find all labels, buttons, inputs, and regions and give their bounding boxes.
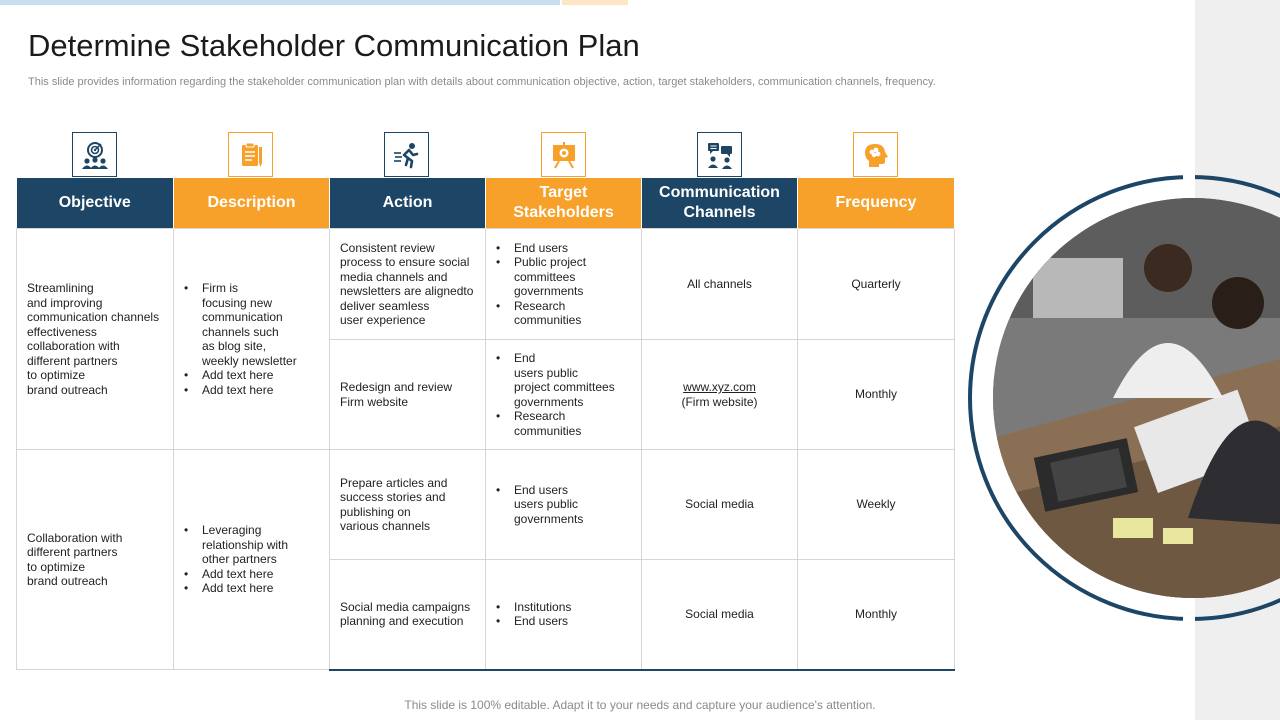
list-item: • Firm is focusing new communication channels such as blog site, weekly newsletter xyxy=(202,281,319,368)
head-brain-icon xyxy=(853,132,898,177)
header-objective: Objective xyxy=(17,178,174,229)
action-cell: Prepare articles and success stories and publishing on various channels xyxy=(330,450,486,560)
table-row xyxy=(17,450,955,560)
action-cell: Consistent review process to ensure social media channels and newsletters are alignedto deliver seamless user experience xyxy=(330,229,486,340)
footer-text: This slide is 100% editable. Adapt it to your needs and capture your audience's attention. xyxy=(404,698,876,712)
top-accent-bar-orange xyxy=(562,0,628,5)
action-cell: Redesign and review Firm website xyxy=(330,340,486,450)
action-cell: Social media campaigns planning and execution xyxy=(330,560,486,670)
chat-people-icon xyxy=(697,132,742,177)
list-item: • Public project committees governments xyxy=(514,255,631,299)
channel-cell: Social media xyxy=(642,450,798,560)
list-item: • End users public project committees governments xyxy=(514,351,631,409)
list-item: • Leveraging relationship with other partners xyxy=(202,523,319,567)
running-person-icon xyxy=(384,132,429,177)
slide-footer xyxy=(0,698,1280,712)
list-item: • Research communities xyxy=(514,299,631,328)
table-header-row xyxy=(17,178,955,229)
list-item: • Add text here xyxy=(202,581,319,596)
description-cell xyxy=(174,450,330,670)
frequency-cell: Monthly xyxy=(798,340,955,450)
channel-cell: All channels xyxy=(642,229,798,340)
stakeholders-cell xyxy=(486,340,642,450)
communication-plan-table xyxy=(16,178,955,671)
frequency-cell: Quarterly xyxy=(798,229,955,340)
list-item: • Research communities xyxy=(514,409,631,438)
website-link[interactable]: www.xyz.com xyxy=(683,380,756,394)
list-item: • End users users public governments xyxy=(514,483,631,527)
stakeholders-cell xyxy=(486,450,642,560)
slide-title: Determine Stakeholder Communication Plan xyxy=(28,28,640,63)
target-people-icon xyxy=(72,132,117,177)
header-action: Action xyxy=(330,178,486,229)
list-item: • End users xyxy=(514,614,631,629)
frequency-cell: Monthly xyxy=(798,560,955,670)
header-description: Description xyxy=(174,178,330,229)
channel-cell xyxy=(642,340,798,450)
list-item: • Add text here xyxy=(202,567,319,582)
objective-cell: Streamlining and improving communication channels effectiveness collaboration with different partners to optimize brand outreach xyxy=(17,229,174,450)
description-cell xyxy=(174,229,330,450)
slide-subtitle: This slide provides information regarding the stakeholder communication plan with details about communication objective, action, target stakeholders, communication channels, frequency. xyxy=(28,76,936,88)
frequency-cell: Weekly xyxy=(798,450,955,560)
channel-note: (Firm website) xyxy=(681,394,758,409)
list-item: • Add text here xyxy=(202,383,319,398)
list-item: • End users xyxy=(514,241,631,256)
clipboard-icon xyxy=(228,132,273,177)
header-communication-channels: Communication Channels xyxy=(642,178,798,229)
header-target-stakeholders: Target Stakeholders xyxy=(486,178,642,229)
presentation-board-icon xyxy=(541,132,586,177)
top-accent-bar-blue xyxy=(0,0,560,5)
list-item: • Institutions xyxy=(514,600,631,615)
list-item: • Add text here xyxy=(202,368,319,383)
channel-cell: Social media xyxy=(642,560,798,670)
stakeholders-cell xyxy=(486,229,642,340)
objective-cell: Collaboration with different partners to optimize brand outreach xyxy=(17,450,174,670)
stakeholders-cell xyxy=(486,560,642,670)
header-frequency: Frequency xyxy=(798,178,955,229)
table-row xyxy=(17,229,955,340)
